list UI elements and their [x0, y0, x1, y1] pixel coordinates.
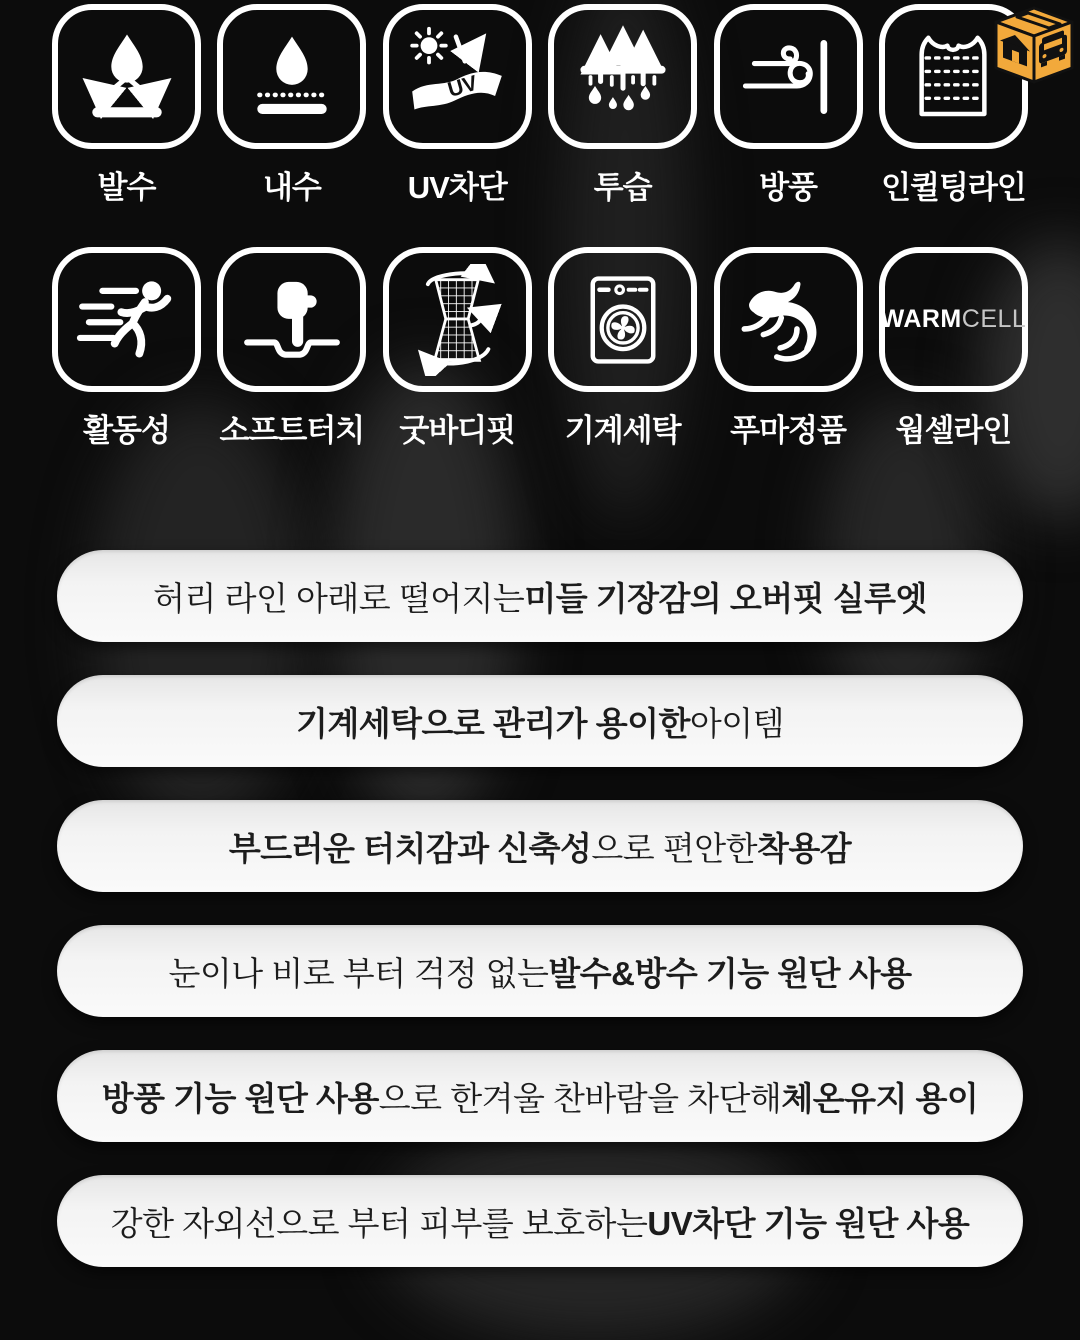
feature-label: UV차단 [407, 170, 507, 205]
warmcell-bold-text: WARM [880, 305, 962, 333]
banner-text-segment: 부드러운 터치감과 신축성 [228, 829, 592, 867]
feature-tile [217, 247, 366, 392]
windproof-icon [732, 21, 844, 133]
body-fit-icon [401, 264, 513, 376]
banner-text-segment: 허리 라인 아래로 떨어지는 [153, 579, 525, 617]
feature-label: 웜셀라인 [895, 413, 1012, 448]
banner-text-segment: 미들 기장감의 오버핏 실루엣 [524, 579, 927, 617]
benefit-banner-soft-stretch [57, 800, 1023, 892]
feature-soft-touch [217, 247, 366, 450]
feature-tile [383, 4, 532, 149]
feature-warmcell-line [879, 247, 1028, 450]
feature-windproof [714, 4, 863, 207]
banner-text-segment: 착용감 [756, 829, 852, 867]
benefit-banner-silhouette [57, 550, 1023, 642]
banner-text-segment: 으로 한겨울 찬바람을 차단해 [378, 1079, 782, 1117]
feature-label: 푸마정품 [730, 413, 846, 448]
warmcell-wordmark [881, 305, 1027, 334]
soft-touch-icon [236, 264, 348, 376]
feature-tile [714, 247, 863, 392]
running-person-icon [71, 264, 183, 376]
feature-grid-row-1 [0, 0, 1080, 207]
benefit-banner-water-repellent [57, 925, 1023, 1017]
feature-label: 인퀼팅라인 [881, 170, 1026, 205]
feature-good-body-fit [383, 247, 532, 450]
water-repellent-icon [71, 21, 183, 133]
feature-tile [548, 247, 697, 392]
puma-logo-icon [732, 264, 844, 376]
benefit-banner-list [0, 550, 1080, 1267]
feature-label: 활동성 [83, 413, 170, 448]
feature-tile [879, 247, 1028, 392]
feature-puma-genuine [714, 247, 863, 450]
banner-text-segment: 체온유지 용이 [781, 1079, 979, 1117]
moisture-permeable-icon [567, 21, 679, 133]
feature-tile [217, 4, 366, 149]
banner-text-segment: 눈이나 비로 부터 걱정 없는 [168, 954, 549, 992]
feature-machine-wash [548, 247, 697, 450]
benefit-banner-uv-block [57, 1175, 1023, 1267]
benefit-banner-windproof [57, 1050, 1023, 1142]
feature-water-resistant [217, 4, 366, 207]
feature-tile [714, 4, 863, 149]
feature-uv-block [383, 4, 532, 207]
benefit-banner-machine-wash [57, 675, 1023, 767]
uv-block-icon [401, 21, 513, 133]
feature-activity [52, 247, 201, 450]
feature-tile [383, 247, 532, 392]
feature-label: 발수 [97, 170, 156, 205]
washing-machine-icon [567, 264, 679, 376]
banner-text-segment: 발수&방수 기능 원단 사용 [548, 954, 912, 992]
feature-water-repellent [52, 4, 201, 207]
banner-text-segment: 아이템 [689, 704, 784, 742]
uv-letters: UV [445, 70, 481, 102]
water-resistant-icon [236, 21, 348, 133]
feature-grid-row-2 [0, 247, 1080, 450]
delivery-box-logo-icon [988, 2, 1080, 104]
banner-text-segment: 기계세탁으로 관리가 용이한 [295, 704, 690, 742]
feature-moisture-permeable [548, 4, 697, 207]
feature-label: 내수 [262, 170, 321, 205]
feature-label: 방풍 [759, 170, 818, 205]
banner-text-segment: 강한 자외선으로 부터 피부를 보호하는 [110, 1204, 648, 1242]
feature-tile [52, 4, 201, 149]
feature-label: 투습 [593, 170, 652, 205]
banner-text-segment: 방풍 기능 원단 사용 [101, 1079, 379, 1117]
banner-text-segment: UV차단 기능 원단 사용 [647, 1204, 970, 1242]
feature-tile [52, 247, 201, 392]
feature-label: 소프트터치 [219, 413, 365, 448]
warmcell-light-text: CELL [961, 305, 1027, 333]
banner-text-segment: 으로 편안한 [591, 829, 757, 867]
feature-tile [548, 4, 697, 149]
feature-label: 기계세탁 [564, 413, 681, 448]
feature-label: 굿바디핏 [399, 413, 516, 448]
